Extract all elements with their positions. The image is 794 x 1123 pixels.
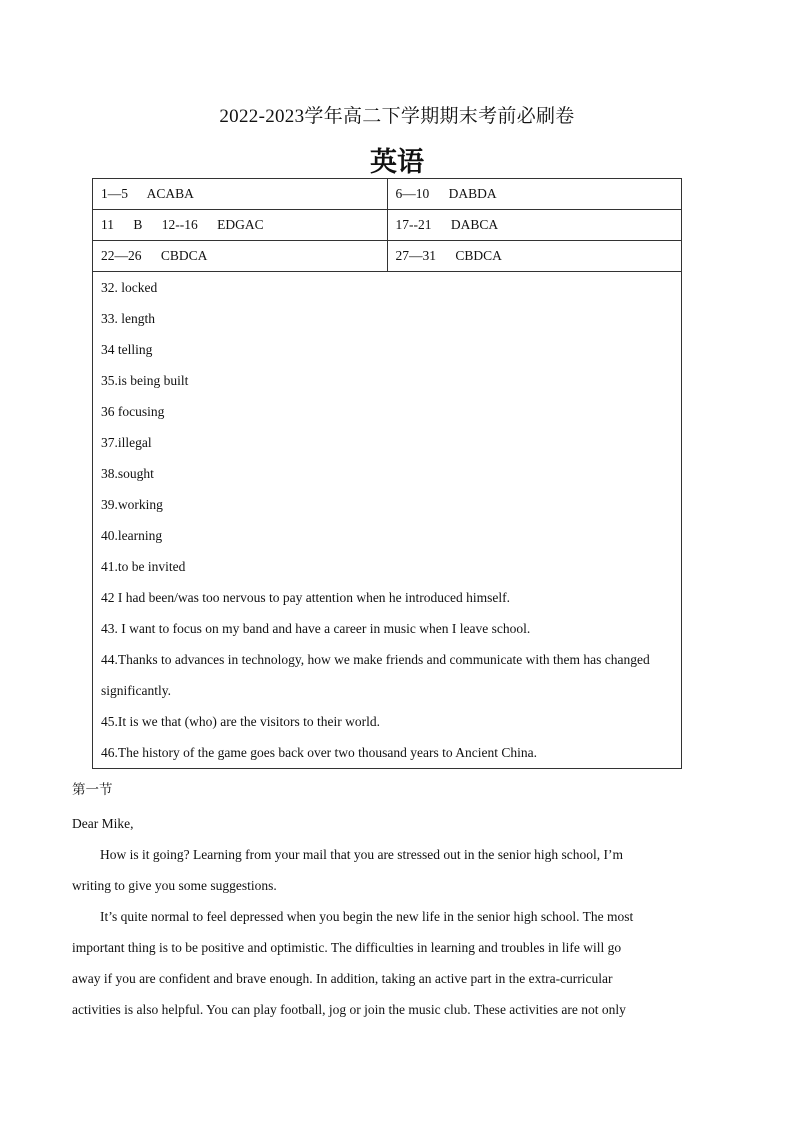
table-row — [93, 210, 682, 241]
question-range: 1—5 — [101, 186, 128, 201]
question-range: 12--16 — [161, 217, 198, 232]
answer-line: 34 telling — [101, 342, 153, 357]
answer-line: 37.illegal — [101, 435, 152, 450]
subject-heading: 英语 — [370, 147, 424, 178]
answer-line: 38.sought — [101, 466, 154, 481]
answer-letters: DABDA — [448, 186, 497, 201]
letter-paragraph: How is it going? Learning from your mail that you are stressed out in the senior high school, I’m writing to give you some suggestions. — [72, 847, 624, 893]
answer-line: 39.working — [101, 497, 163, 512]
question-range: 22—26 — [101, 248, 142, 263]
question-range: 11 — [101, 217, 114, 232]
question-range: 6—10 — [395, 186, 430, 201]
answer-letters: DABCA — [450, 217, 499, 232]
answer-letters: ACABA — [146, 186, 194, 201]
answer-line: 32. locked — [101, 280, 158, 295]
answer-line: 35.is being built — [101, 373, 189, 388]
table-row — [93, 241, 682, 272]
table-row — [93, 179, 682, 210]
answer-letters: EDGAC — [217, 217, 264, 232]
answer-line: 42 I had been/was too nervous to pay attention when he introduced himself. — [101, 590, 511, 605]
question-range: 17--21 — [395, 217, 432, 232]
answer-cell — [93, 241, 388, 272]
answer-cell — [93, 210, 388, 241]
answer-letters: CBDCA — [160, 248, 208, 263]
answer-line: 44.Thanks to advances in technology, how we make friends and communicate with them has changed significantly. — [101, 652, 650, 698]
answer-line: 43. I want to focus on my band and have a career in music when I leave school. — [101, 621, 531, 636]
document-title: 2022-2023学年高二下学期期末考前必刷卷 — [219, 106, 575, 127]
answer-cell — [387, 179, 682, 210]
table-row — [93, 272, 682, 769]
letter-paragraph: It’s quite normal to feel depressed when you begin the new life in the senior high school. The most important thing is to be positive and optimistic. The difficulties in learning and troubles in life will go away if you are confident and brave enough. In addition, taking an active part in the extra-curricular activities is also helpful. You can play football, jog or join the music club. These activities are not only — [72, 909, 634, 1017]
answer-letters: B — [133, 217, 143, 232]
answer-letters: CBDCA — [455, 248, 502, 263]
answer-line: 36 focusing — [101, 404, 165, 419]
answer-line: 33. length — [101, 311, 155, 326]
answer-cell — [93, 179, 388, 210]
answer-line: 40.learning — [101, 528, 163, 543]
answer-line: 41.to be invited — [101, 559, 186, 574]
answer-table — [92, 178, 682, 769]
fill-in-answers — [93, 272, 682, 769]
answer-line: 46.The history of the game goes back over two thousand years to Ancient China. — [101, 745, 538, 760]
sample-letter — [72, 808, 652, 1025]
answer-cell — [387, 241, 682, 272]
answer-cell — [387, 210, 682, 241]
section-label: 第一节 — [72, 782, 113, 798]
question-range: 27—31 — [395, 248, 436, 263]
answer-line: 45.It is we that (who) are the visitors to their world. — [101, 714, 380, 729]
letter-greeting: Dear Mike, — [72, 816, 134, 831]
